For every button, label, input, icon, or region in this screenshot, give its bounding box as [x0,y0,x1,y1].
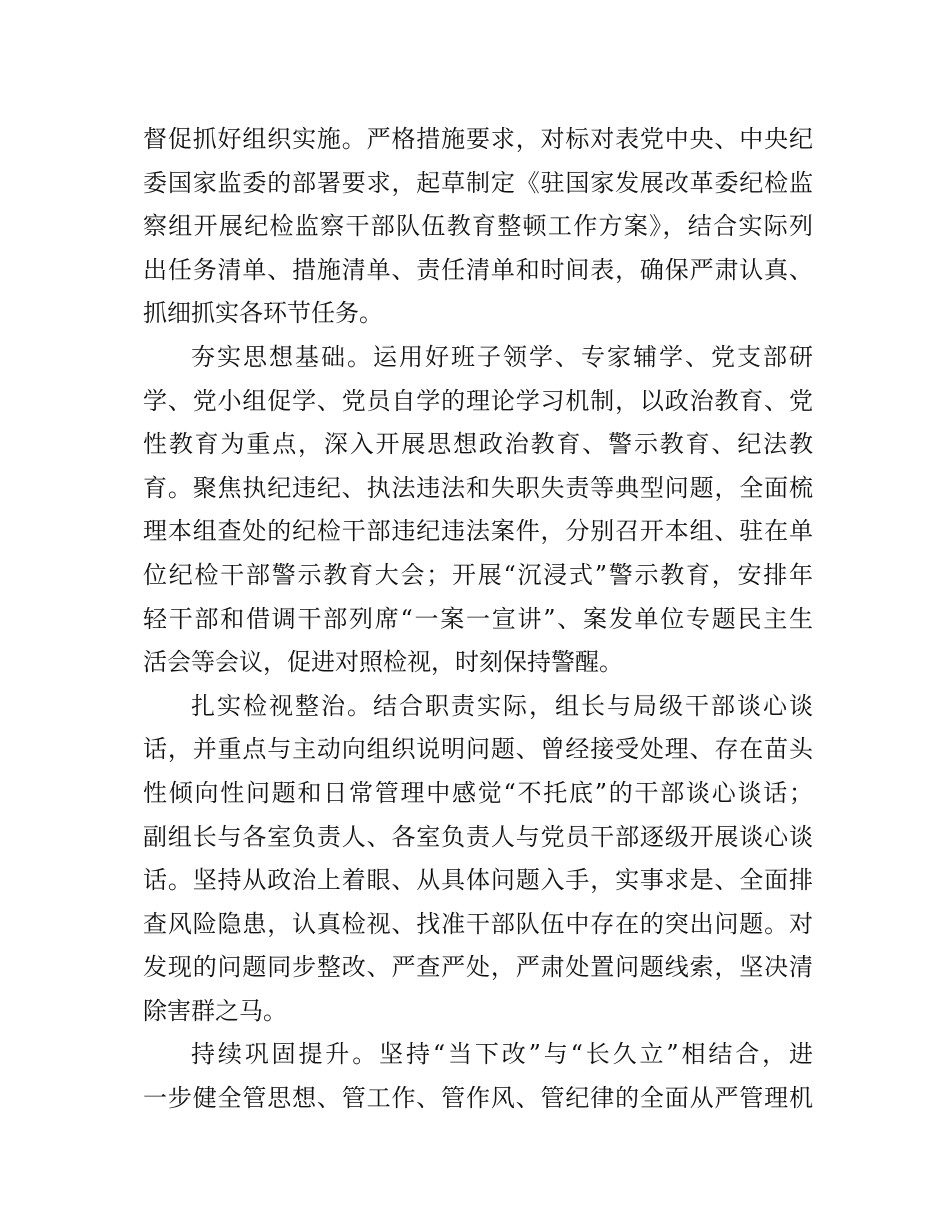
text-line: 话。坚持从政治上着眼、从具体问题入手，实事求是、全面排 [143,866,813,895]
text-line: 扎实检视整治。结合职责实际，组长与局级干部谈心谈 [191,691,813,720]
paragraph-ideological-foundation [143,336,813,685]
text-line: 副组长与各室负责人、各室负责人与党员干部逐级开展谈心谈 [143,822,813,851]
paragraph-consolidate-improve [143,1033,813,1120]
text-line: 学、党小组促学、党员自学的理论学习机制，以政治教育、党 [143,386,813,415]
paragraph-organize-implementation [143,118,813,336]
text-line: 性教育为重点，深入开展思想政治教育、警示教育、纪法教 [143,430,813,459]
text-line: 轻干部和借调干部列席“一案一宣讲”、案发单位专题民主生 [143,604,813,633]
text-line: 位纪检干部警示教育大会；开展“沉浸式”警示教育，安排年 [143,560,813,589]
text-line: 理本组查处的纪检干部违纪违法案件，分别召开本组、驻在单 [143,517,813,546]
text-line: 活会等会议，促进对照检视，时刻保持警醒。 [143,648,623,677]
text-line: 持续巩固提升。坚持“当下改”与“长久立”相结合，进 [191,1040,813,1069]
text-line: 一步健全管思想、管工作、管作风、管纪律的全面从严管理机 [143,1084,813,1113]
document-body [143,118,813,1121]
text-line: 督促抓好组织实施。严格措施要求，对标对表党中央、中央纪 [143,125,813,153]
text-line: 察组开展纪检监察干部队伍教育整顿工作方案》，结合实际列 [143,212,813,241]
text-line: 话，并重点与主动向组织说明问题、曾经接受处理、存在苗头 [143,735,813,764]
text-line: 性倾向性问题和日常管理中感觉“不托底”的干部谈心谈话； [143,778,813,807]
text-line: 查风险隐患，认真检视、找准干部队伍中存在的突出问题。对 [143,909,813,938]
text-line: 除害群之马。 [143,996,287,1025]
text-line: 发现的问题同步整改、严查严处，严肃处置问题线索，坚决清 [143,953,813,982]
text-line: 委国家监委的部署要求，起草制定《驻国家发展改革委纪检监 [143,168,813,197]
text-line: 抓细抓实各环节任务。 [143,299,383,328]
paragraph-inspection-rectification [143,685,813,1034]
text-line: 出任务清单、措施清单、责任清单和时间表，确保严肃认真、 [143,255,813,284]
text-line: 育。聚焦执纪违纪、执法违法和失职失责等典型问题，全面梳 [143,473,813,502]
text-line: 夯实思想基础。运用好班子领学、专家辅学、党支部研 [191,342,813,371]
